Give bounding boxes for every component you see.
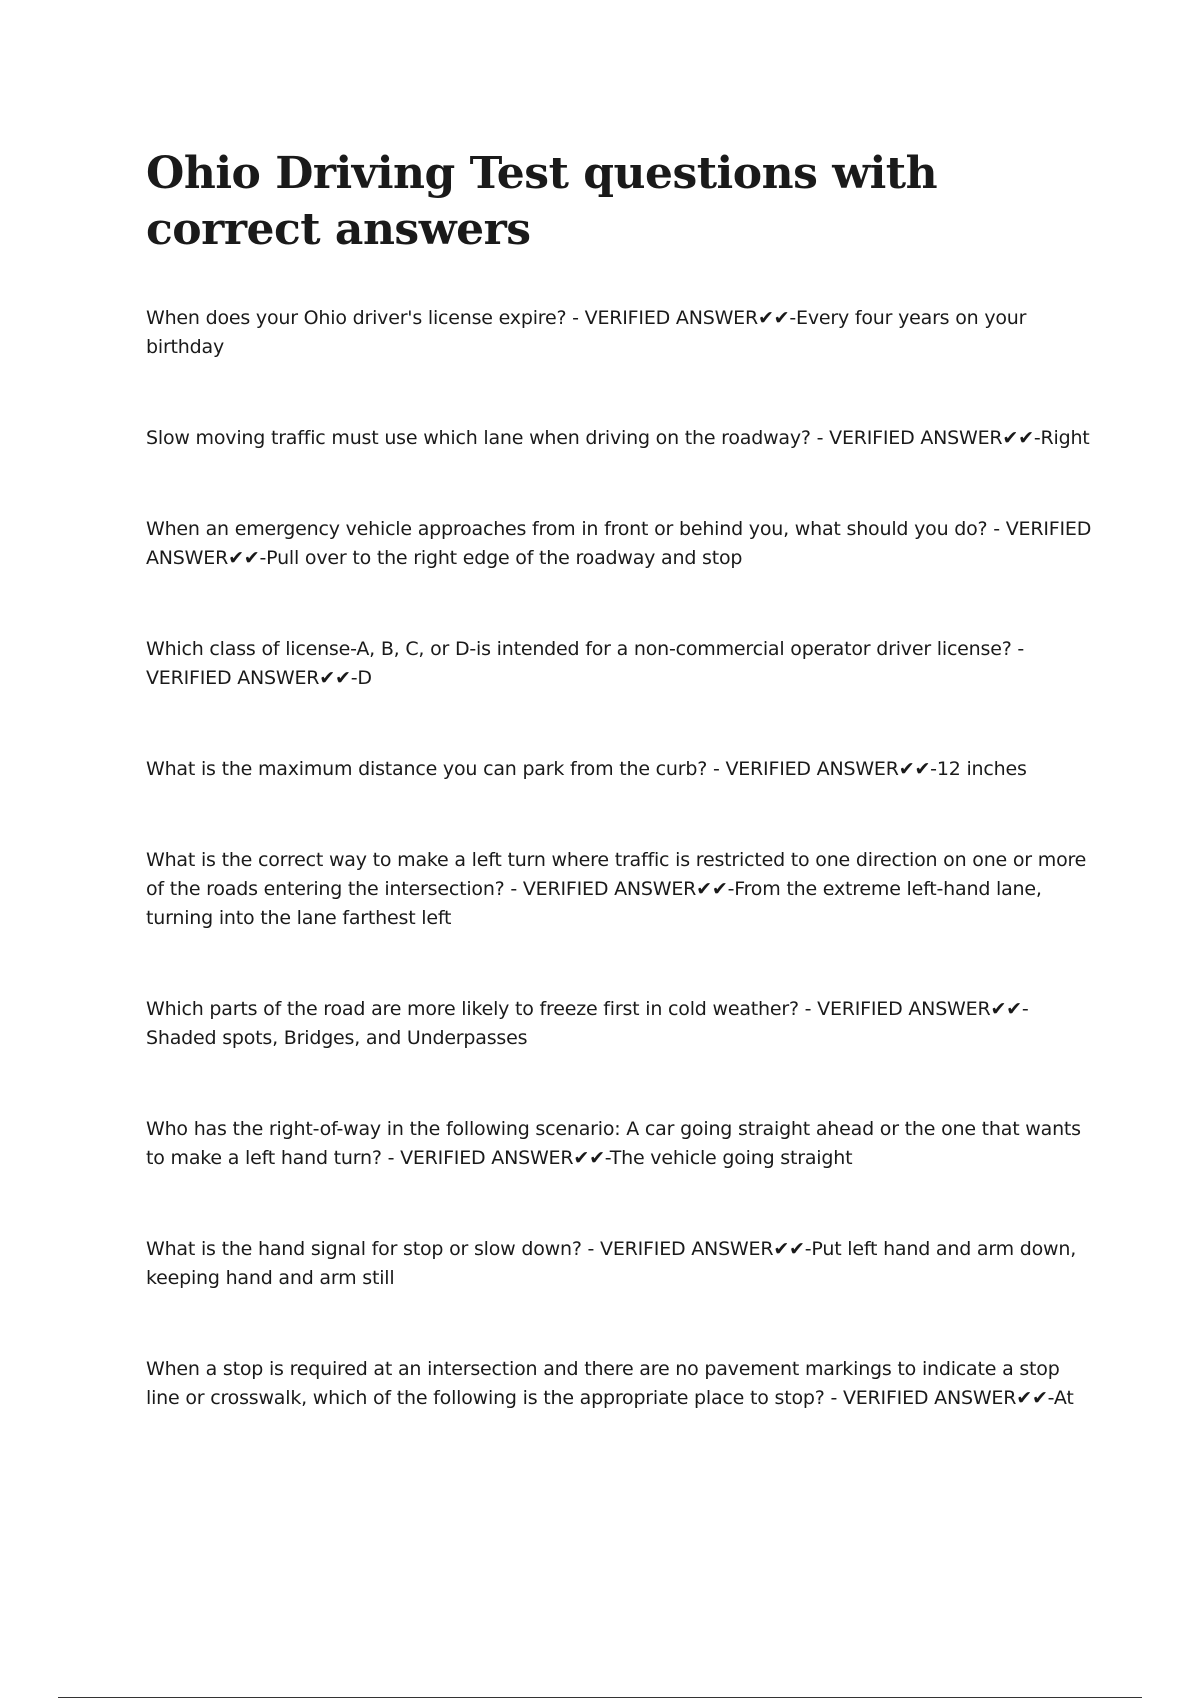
qa-entry-8: Who has the right-of-way in the following scenario: A car going straight ahead or the one that wants to make a left hand turn? - VERIFIED ANSWER✔✔-The vehicle going straight (146, 1118, 1081, 1169)
qa-entry-4: Which class of license-A, B, C, or D-is intended for a non-commercial operator driver license? - VERIFIED ANSWER✔✔-D (146, 638, 1025, 689)
qa-entry-1: When does your Ohio driver's license expire? - VERIFIED ANSWER✔✔-Every four years on your birthday (146, 307, 1027, 358)
page-title: Ohio Driving Test questions with correct answers (146, 148, 938, 255)
qa-entry-10: When a stop is required at an intersection and there are no pavement markings to indicate a stop line or crosswalk, which of the following is the appropriate place to stop? - VERIFIED ANSWER✔✔-At (146, 1358, 1074, 1409)
qa-entry-5: What is the maximum distance you can park from the curb? - VERIFIED ANSWER✔✔-12 inches (146, 758, 1027, 780)
qa-entry-2: Slow moving traffic must use which lane when driving on the roadway? - VERIFIED ANSWER✔✔-Right (146, 427, 1090, 449)
qa-entry-7: Which parts of the road are more likely to freeze first in cold weather? - VERIFIED ANSWER✔✔-Shaded spots, Bridges, and Underpasses (146, 998, 1029, 1049)
qa-entry-3: When an emergency vehicle approaches from in front or behind you, what should you do? - VERIFIED ANSWER✔✔-Pull over to the right edge of the roadway and stop (146, 518, 1092, 569)
page-bottom-rule (58, 1697, 1142, 1698)
qa-entry-6: What is the correct way to make a left turn where traffic is restricted to one direction on one or more of the roads entering the intersection? - VERIFIED ANSWER✔✔-From the extreme left-hand lane, turning into the lane farthest left (146, 849, 1087, 929)
qa-entry-9: What is the hand signal for stop or slow down? - VERIFIED ANSWER✔✔-Put left hand and arm down, keeping hand and arm still (146, 1238, 1077, 1289)
document-page (146, 146, 1092, 1475)
